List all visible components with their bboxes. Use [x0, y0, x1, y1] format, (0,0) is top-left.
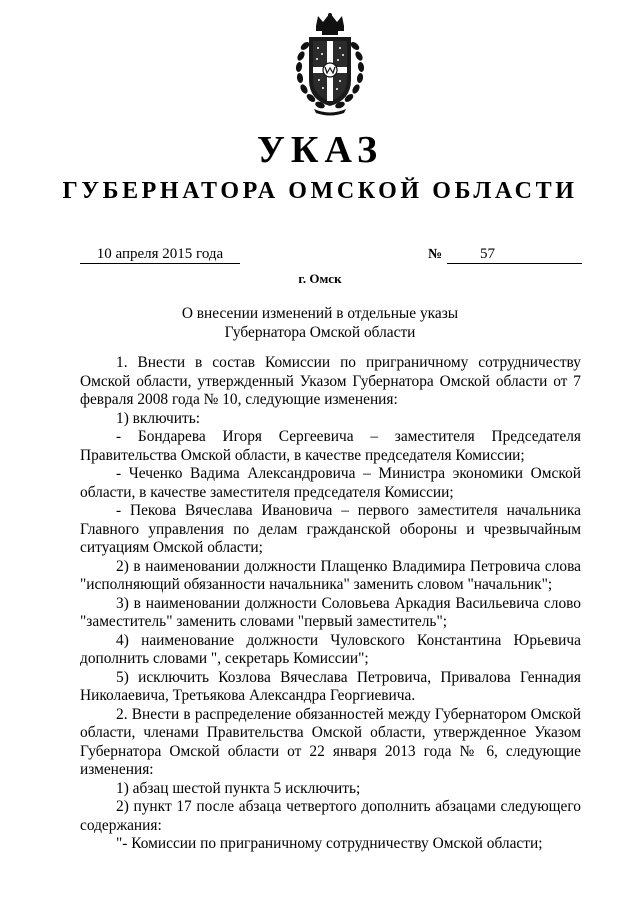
document-city: г. Омск: [298, 271, 342, 286]
body-paragraph: 2) пункт 17 после абзаца четвертого дополнить абзацами следующего содержания:: [80, 798, 581, 834]
body-paragraph: 3) в наименовании должности Соловьева Аркадия Васильевича слово "заместитель" заменить словами "первый заместитель";: [80, 594, 581, 630]
body-paragraph: 1) включить:: [116, 409, 201, 427]
document-subtitle: ГУБЕРНАТОРА ОМСКОЙ ОБЛАСТИ: [62, 178, 578, 204]
document-body: [80, 354, 581, 854]
omsk-coat-of-arms-emblem: [292, 12, 368, 116]
body-paragraph: 1. Внести в состав Комиссии по приграничному сотрудничеству Омской области, утвержденный Указом Губернатора Омской области от 7 февраля 2008 года № 10, следующие изменения:: [80, 354, 581, 408]
body-paragraph: "- Комиссии по приграничному сотрудничеству Омской области;: [116, 835, 543, 852]
document-number: 57: [447, 246, 582, 264]
body-paragraph: - Чеченко Вадима Александровича – Министра экономики Омской области, в качестве заместителя председателя Комиссии;: [80, 465, 581, 501]
subject-line-1: О внесении изменений в отдельные указы: [181, 305, 459, 322]
body-paragraph: - Пекова Вячеслава Ивановича – первого заместителя начальника Главного управления по делам гражданской обороны и чрезвычайным ситуациям Омской области;: [80, 502, 581, 556]
body-paragraph: 1) абзац шестой пункта 5 исключить;: [116, 779, 361, 797]
number-label: №: [428, 247, 443, 262]
body-paragraph: 2) в наименовании должности Плащенко Владимира Петровича слова "исполняющий обязанности начальника" заменить словом "начальник";: [80, 557, 581, 593]
body-paragraph: 4) наименование должности Чуловского Константина Юрьевича дополнить словами ", секретарь Комиссии";: [80, 631, 581, 667]
document-date: 10 апреля 2015 года: [80, 246, 240, 264]
body-paragraph: 2. Внести в распределение обязанностей между Губернатором Омской области, членами Правительства Омской области, утвержденное Указом Губернатора Омской области от 22 января 2013 года № 6, следующие изменения:: [80, 705, 581, 778]
document-subject: [0, 305, 640, 342]
subject-line-2: Губернатора Омской области: [224, 323, 416, 341]
document-title: УКАЗ: [257, 129, 383, 171]
body-paragraph: 5) исключить Козлова Вячеслава Петровича, Привалова Геннадия Николаевича, Третьякова Александра Георгиевича.: [80, 668, 581, 704]
body-paragraph: - Бондарева Игоря Сергеевича – заместителя Председателя Правительства Омской области, в качестве председателя Комиссии;: [80, 428, 581, 464]
